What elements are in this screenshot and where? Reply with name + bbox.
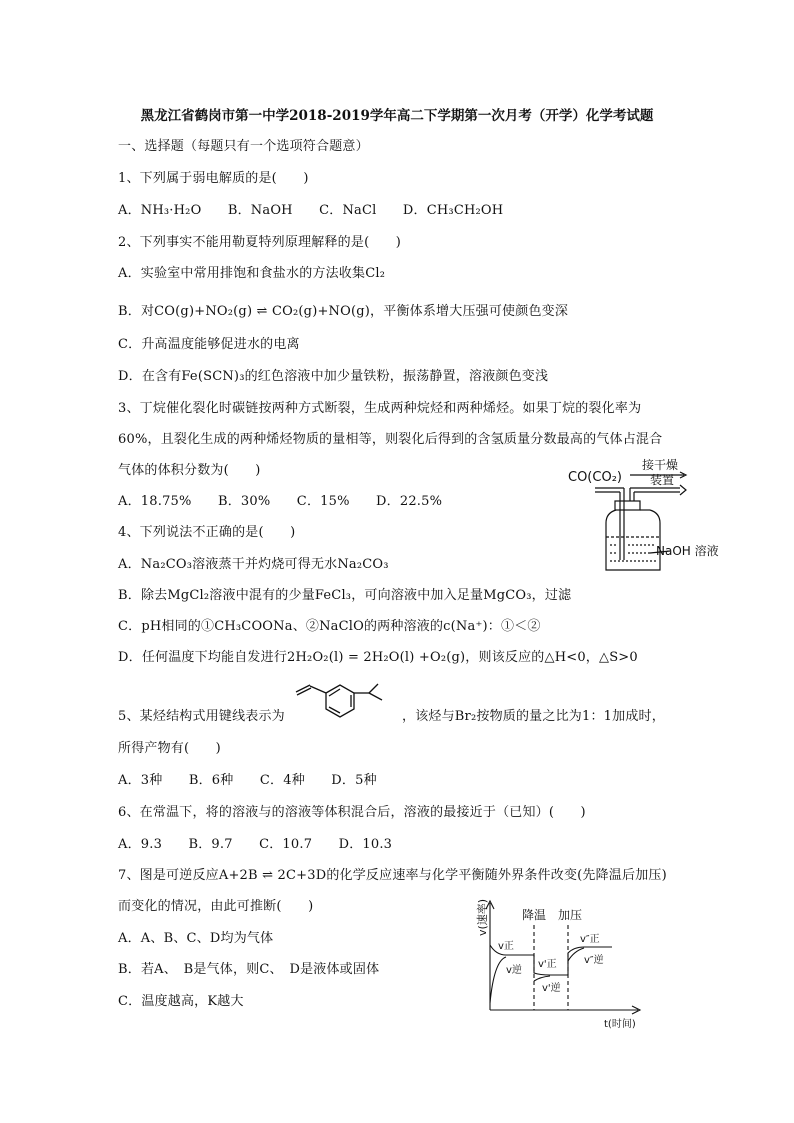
v-forward-2-label: v″正 — [580, 934, 600, 945]
question-3-line-1: 3、丁烷催化裂化时碳链按两种方式断裂，生成两种烷烃和两种烯烃。如果丁烷的裂化率为 — [118, 401, 642, 416]
question-4: 4、下列说法不正确的是( ) — [118, 525, 296, 540]
q4-option-b: B．除去MgCl₂溶液中混有的少量FeCl₃，可向溶液中加入足量MgCO₃，过滤 — [118, 588, 572, 603]
q7-option-b: B．若A、 B是气体，则C、 D是液体或固体 — [118, 962, 380, 977]
stage-label-cooling: 降温 — [522, 908, 547, 922]
q3-options: A．18.75% B．30% C．15% D．22.5% — [118, 494, 443, 509]
rate-time-graph — [466, 895, 646, 1030]
question-6: 6、在常温下，将的溶液与的溶液等体积混合后，溶液的最接近于（已知）( ) — [118, 805, 586, 820]
section-heading: 一、选择题（每题只有一个选项符合题意） — [118, 139, 369, 154]
q7-option-a: A．A、B、C、D均为气体 — [118, 931, 274, 946]
v-forward-label: v正 — [498, 941, 514, 952]
q7-option-c: C．温度越高，K越大 — [118, 994, 244, 1009]
outlet-label-2: 装置 — [650, 473, 675, 487]
question-3-line-2: 60%，且裂化生成的两种烯烃物质的量相等，则裂化后得到的含氢质量分数最高的气体占混合 — [118, 432, 663, 447]
y-axis-label: v(速率) — [476, 898, 489, 936]
q2-option-a: A．实验室中常用排饱和食盐水的方法收集Cl₂ — [118, 266, 386, 281]
q6-options: A．9.3 B．9.7 C．10.7 D．10.3 — [118, 837, 393, 852]
solution-label: NaOH 溶液 — [656, 544, 719, 558]
question-3-line-3: 气体的体积分数为( ) — [118, 463, 261, 478]
question-7-line-1: 7、图是可逆反应A+2B ⇌ 2C+3D的化学反应速率与化学平衡随外界条件改变(先降温后加压) — [118, 868, 667, 883]
v-reverse-label: v逆 — [506, 965, 522, 976]
v-forward-1-label: v'正 — [538, 959, 557, 970]
q2-option-b: B．对CO(g)+NO₂(g) ⇌ CO₂(g)+NO(g)，平衡体系增大压强可使颜色变深 — [118, 304, 569, 319]
q2-option-c: C．升高温度能够促进水的电离 — [118, 337, 300, 352]
question-1: 1、下列属于弱电解质的是( ) — [118, 171, 309, 186]
question-5-suffix: ，该烃与Br₂按物质的量之比为1：1加成时， — [402, 709, 665, 724]
q5-options: A．3种 B．6种 C．4种 D．5种 — [118, 773, 377, 788]
q2-option-d: D．在含有Fe(SCN)₃的红色溶液中加少量铁粉，振荡静置，溶液颜色变浅 — [118, 369, 549, 384]
skeletal-formula-figure — [290, 680, 400, 730]
q4-option-d: D．任何温度下均能自发进行2H₂O₂(l) = 2H₂O(l) +O₂(g)，则该反应的△H<0，△S>0 — [118, 650, 638, 665]
paper-title: 黑龙江省鹤岗市第一中学2018-2019学年高二下学期第一次月考（开学）化学考试题 — [140, 108, 654, 124]
question-5-line-2: 所得产物有( ) — [118, 741, 221, 756]
gas-washing-bottle-figure — [560, 455, 720, 575]
x-axis-label: t(时间) — [604, 1019, 636, 1030]
outlet-label-1: 接干燥 — [642, 458, 679, 472]
q4-option-a: A．Na₂CO₃溶液蒸干并灼烧可得无水Na₂CO₃ — [118, 557, 389, 572]
question-5-prefix: 5、某烃结构式用键线表示为 — [118, 709, 285, 724]
q4-option-c: C．pH相同的①CH₃COONa、②NaClO的两种溶液的c(Na⁺)：①＜② — [118, 619, 541, 634]
v-reverse-2-label: v″逆 — [584, 955, 604, 966]
stage-label-pressure: 加压 — [558, 908, 583, 922]
question-2: 2、下列事实不能用勒夏特列原理解释的是( ) — [118, 235, 402, 250]
v-reverse-1-label: v'逆 — [542, 983, 561, 994]
q1-options: A．NH₃·H₂O B．NaOH C．NaCl D．CH₃CH₂OH — [118, 203, 504, 218]
question-7-line-2: 而变化的情况，由此可推断( ) — [118, 899, 314, 914]
inlet-label: CO(CO₂) — [568, 470, 622, 485]
